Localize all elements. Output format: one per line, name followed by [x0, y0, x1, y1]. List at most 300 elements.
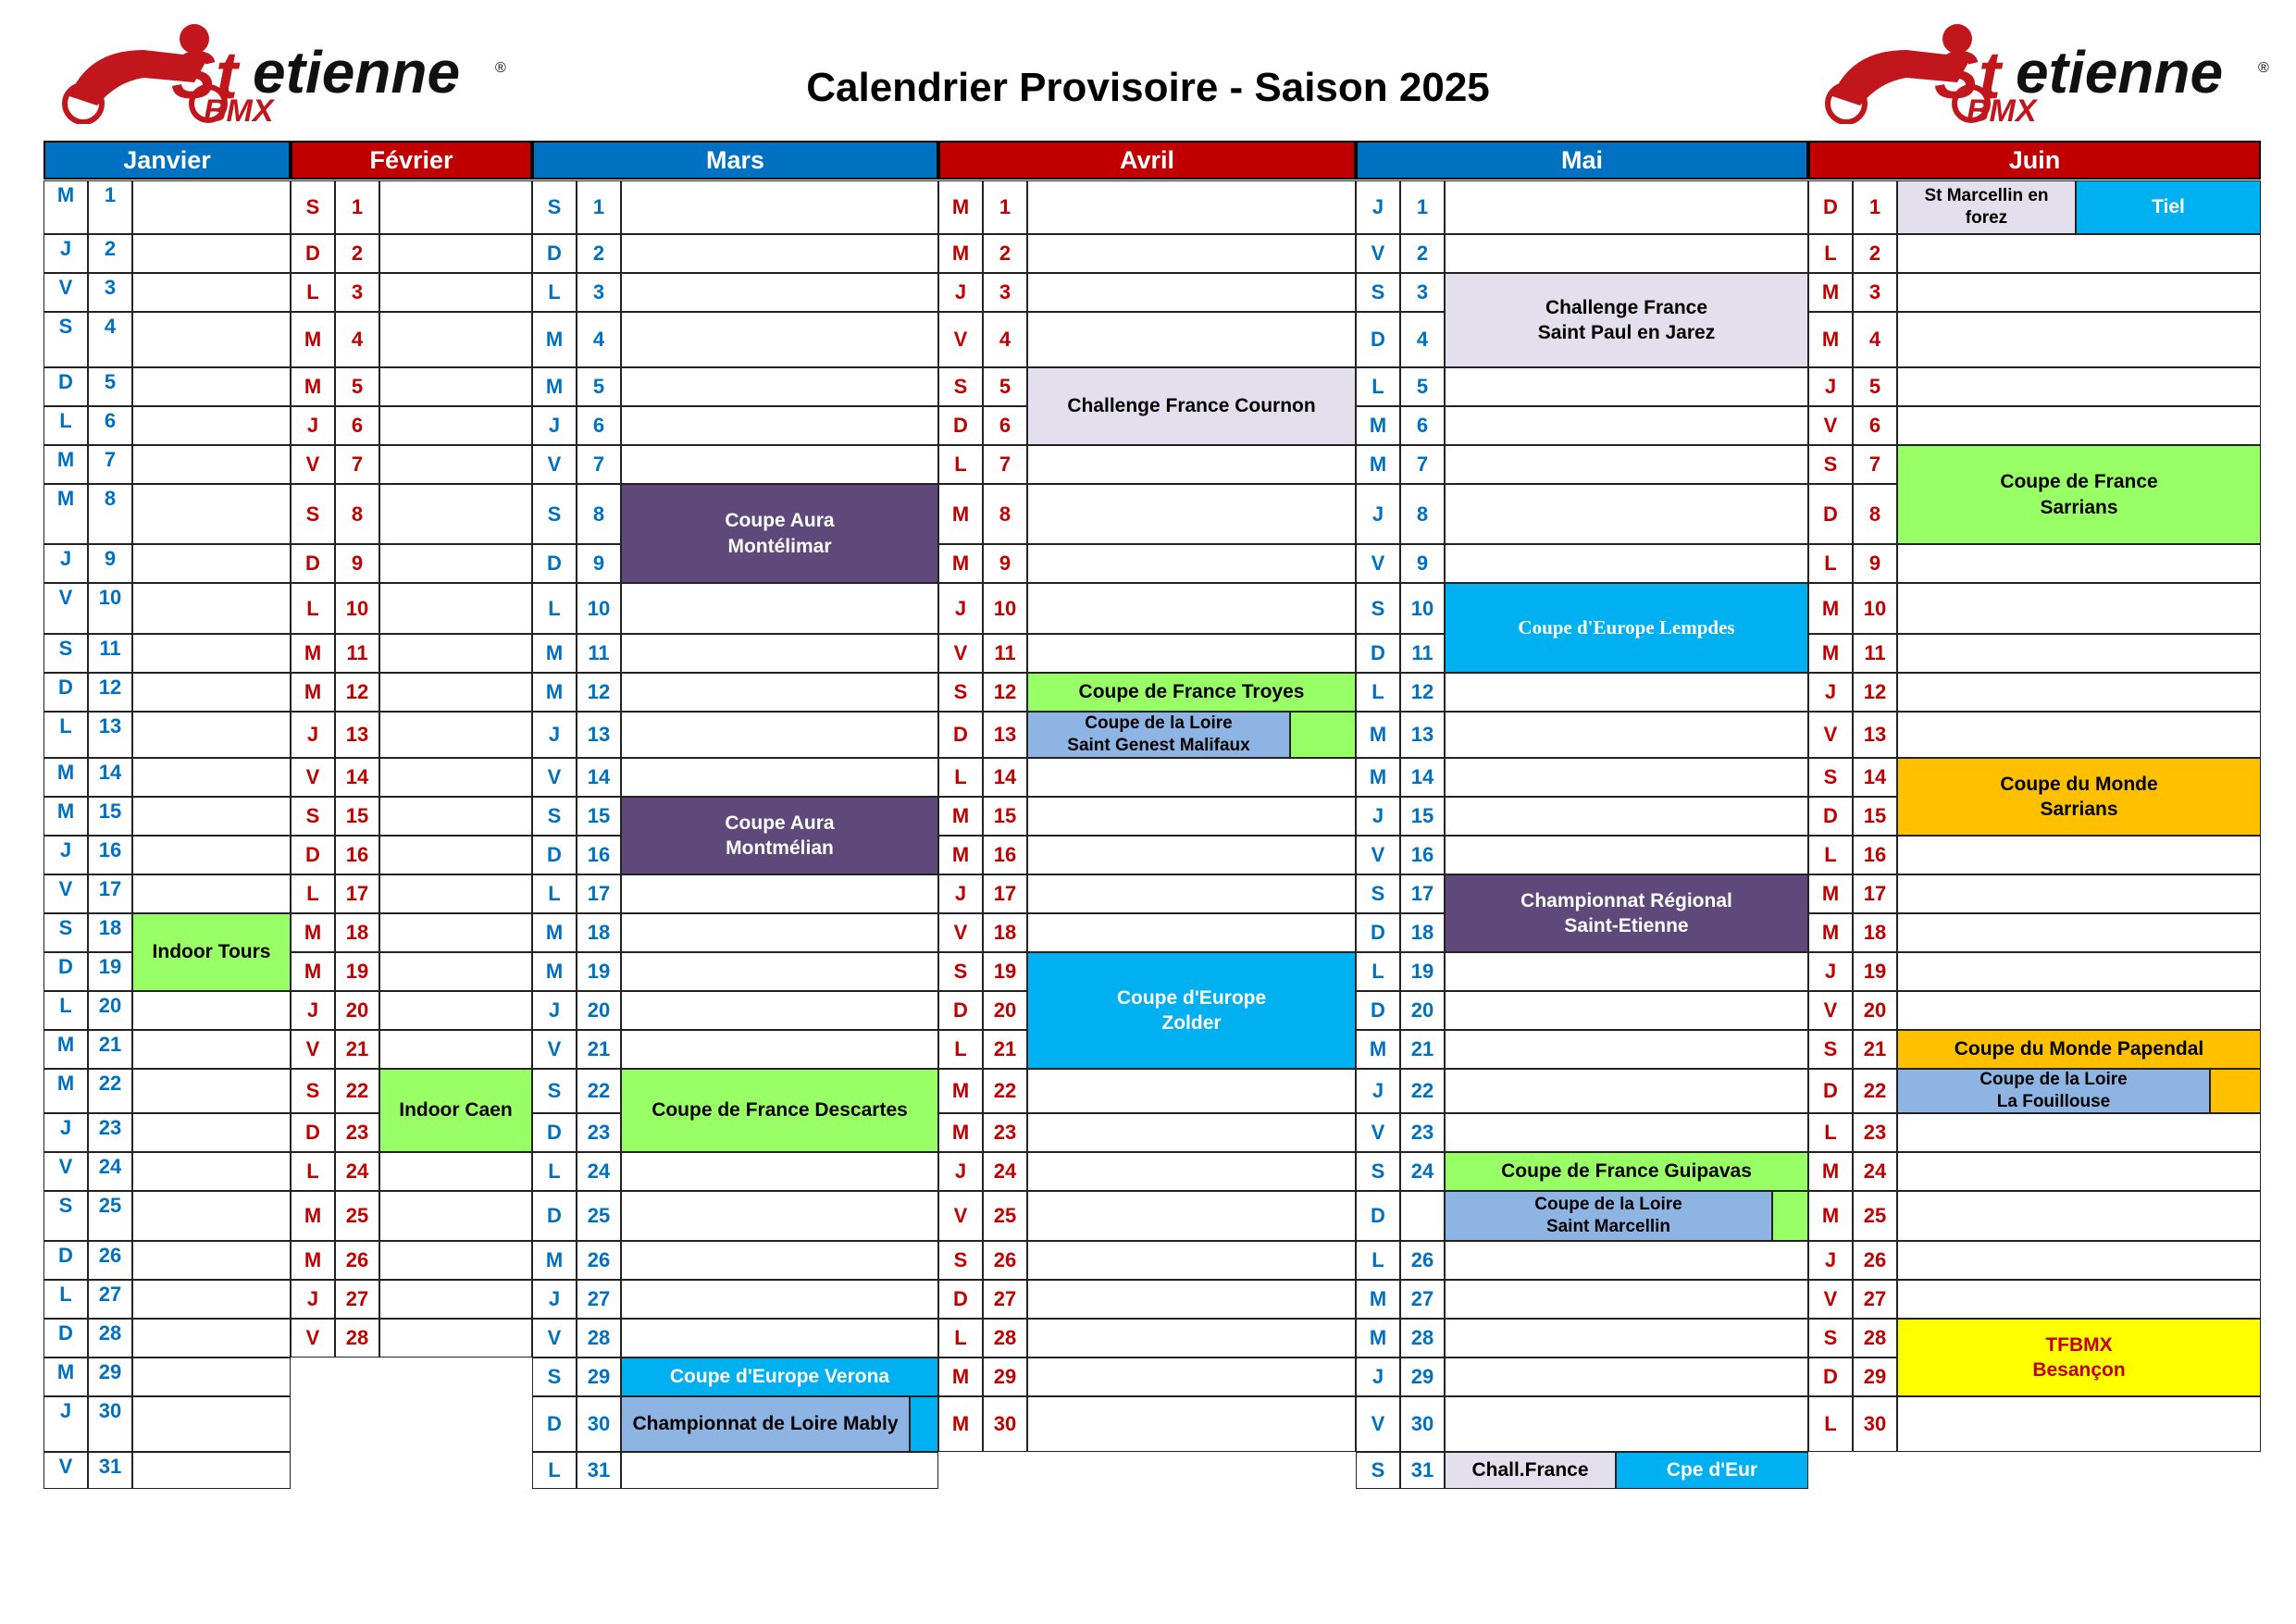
day-letter: M [532, 913, 577, 952]
day-event-cell[interactable] [132, 1030, 291, 1069]
day-number: 12 [983, 673, 1027, 712]
day-number: 10 [88, 583, 132, 634]
day-event-cell[interactable] [1445, 406, 1808, 445]
day-letter: V [43, 1452, 88, 1489]
day-number: 4 [335, 312, 379, 367]
event-block[interactable]: Coupe du Monde Papendal [1897, 1030, 2261, 1069]
day-event-cell[interactable] [1445, 952, 1808, 991]
event-block[interactable]: TFBMX Besançon [1897, 1319, 2261, 1396]
event-block[interactable]: Coupe d'Europe Verona [621, 1357, 938, 1396]
day-event-cell[interactable] [1897, 913, 2261, 952]
day-letter: L [938, 445, 983, 484]
day-letter: D [1356, 991, 1400, 1030]
day-number: 25 [1853, 1191, 1897, 1241]
day-letter: M [1356, 445, 1400, 484]
day-letter: L [43, 1280, 88, 1319]
day-letter: M [938, 1357, 983, 1396]
day-number: 8 [1400, 484, 1445, 544]
day-event-cell[interactable] [1027, 634, 1356, 673]
day-event-cell[interactable] [1027, 312, 1356, 367]
day-number: 24 [577, 1152, 621, 1191]
day-number: 3 [577, 273, 621, 312]
day-event-cell[interactable] [621, 673, 938, 712]
day-number: 4 [983, 312, 1027, 367]
day-event-cell[interactable] [132, 583, 291, 634]
day-number: 29 [983, 1357, 1027, 1396]
day-number: 10 [983, 583, 1027, 634]
day-event-cell[interactable] [379, 1241, 532, 1280]
event-block[interactable]: Chall.France [1445, 1452, 1616, 1489]
day-letter: S [938, 673, 983, 712]
day-number: 12 [335, 673, 379, 712]
day-number: 19 [1853, 952, 1897, 991]
day-number: 16 [1400, 836, 1445, 874]
day-number: 10 [1400, 583, 1445, 634]
day-number: 21 [577, 1030, 621, 1069]
day-event-cell[interactable] [379, 273, 532, 312]
day-letter: J [291, 406, 335, 445]
day-event-cell[interactable] [621, 312, 938, 367]
day-event-cell[interactable] [621, 634, 938, 673]
day-letter: M [291, 367, 335, 406]
event-block[interactable]: Coupe Aura Montmélian [621, 797, 938, 874]
day-event-cell[interactable] [379, 445, 532, 484]
day-event-cell[interactable] [379, 544, 532, 583]
day-letter: M [532, 367, 577, 406]
day-event-cell[interactable] [621, 583, 938, 634]
day-number: 2 [983, 234, 1027, 273]
day-event-cell[interactable] [132, 1241, 291, 1280]
day-event-cell[interactable] [132, 712, 291, 758]
day-number: 6 [1853, 406, 1897, 445]
day-number: 8 [983, 484, 1027, 544]
day-number: 7 [88, 445, 132, 484]
day-number: 2 [577, 234, 621, 273]
event-block[interactable]: Coupe de France Descartes [621, 1069, 938, 1152]
day-event-cell[interactable] [379, 836, 532, 874]
day-letter: M [43, 484, 88, 544]
day-number: 21 [983, 1030, 1027, 1069]
day-letter: V [938, 1191, 983, 1241]
day-event-cell[interactable] [1897, 406, 2261, 445]
day-event-cell[interactable] [132, 367, 291, 406]
day-event-cell[interactable] [1445, 1319, 1808, 1357]
day-event-cell[interactable] [1445, 1396, 1808, 1452]
event-block[interactable]: Indoor Tours [132, 913, 291, 991]
day-event-cell[interactable] [1445, 1030, 1808, 1069]
day-number: 18 [983, 913, 1027, 952]
event-block[interactable] [1290, 712, 1356, 758]
day-number: 23 [577, 1113, 621, 1152]
day-number: 20 [88, 991, 132, 1030]
day-event-cell[interactable] [132, 484, 291, 544]
day-event-cell[interactable] [621, 913, 938, 952]
day-event-cell[interactable] [1897, 1113, 2261, 1152]
day-letter: M [43, 1069, 88, 1113]
day-number: 25 [88, 1191, 132, 1241]
day-number: 14 [577, 758, 621, 797]
day-event-cell[interactable] [1897, 991, 2261, 1030]
day-letter: V [1808, 712, 1853, 758]
event-block[interactable]: Challenge France Cournon [1027, 367, 1356, 445]
day-event-cell[interactable] [1027, 1152, 1356, 1191]
event-block[interactable]: Cpe d'Eur [1616, 1452, 1808, 1489]
day-event-cell[interactable] [132, 1280, 291, 1319]
day-letter: S [291, 180, 335, 234]
day-letter: D [532, 836, 577, 874]
day-event-cell[interactable] [379, 234, 532, 273]
day-letter: M [938, 797, 983, 836]
day-letter: J [938, 874, 983, 913]
event-block[interactable]: Challenge France Saint Paul en Jarez [1445, 273, 1808, 367]
day-event-cell[interactable] [132, 1152, 291, 1191]
day-event-cell[interactable] [379, 1191, 532, 1241]
day-event-cell[interactable] [1027, 874, 1356, 913]
day-event-cell[interactable] [132, 312, 291, 367]
day-number: 3 [88, 273, 132, 312]
day-event-cell[interactable] [132, 836, 291, 874]
day-letter: D [532, 234, 577, 273]
day-event-cell[interactable] [1027, 484, 1356, 544]
day-event-cell[interactable] [379, 1319, 532, 1357]
event-block[interactable]: Coupe du Monde Sarrians [1897, 758, 2261, 836]
day-letter: L [1808, 836, 1853, 874]
day-event-cell[interactable] [379, 758, 532, 797]
day-letter: S [291, 484, 335, 544]
day-event-cell[interactable] [621, 1241, 938, 1280]
day-event-cell[interactable] [1897, 367, 2261, 406]
day-letter: M [1356, 406, 1400, 445]
day-event-cell[interactable] [1897, 712, 2261, 758]
month-header-avril: Avril [938, 141, 1356, 180]
day-letter: S [1356, 874, 1400, 913]
day-event-cell[interactable] [621, 991, 938, 1030]
day-number: 30 [983, 1396, 1027, 1452]
day-number: 23 [983, 1113, 1027, 1152]
day-letter: L [43, 991, 88, 1030]
day-event-cell[interactable] [379, 1152, 532, 1191]
day-number: 15 [1853, 797, 1897, 836]
day-event-cell[interactable] [1897, 583, 2261, 634]
day-event-cell[interactable] [379, 1030, 532, 1069]
day-event-cell[interactable] [379, 583, 532, 634]
day-event-cell[interactable] [379, 1280, 532, 1319]
day-event-cell[interactable] [132, 1319, 291, 1357]
day-event-cell[interactable] [132, 1069, 291, 1113]
day-event-cell[interactable] [1897, 1396, 2261, 1452]
day-event-cell[interactable] [1445, 234, 1808, 273]
day-event-cell[interactable] [1445, 991, 1808, 1030]
day-event-cell[interactable] [621, 273, 938, 312]
day-number: 23 [1400, 1113, 1445, 1152]
event-block[interactable]: Coupe de la Loire Saint Genest Malifaux [1027, 712, 1290, 758]
day-event-cell[interactable] [132, 234, 291, 273]
day-event-cell[interactable] [1027, 1357, 1356, 1396]
day-letter: D [43, 1319, 88, 1357]
day-event-cell[interactable] [132, 1191, 291, 1241]
day-event-cell[interactable] [1445, 180, 1808, 234]
day-event-cell[interactable] [379, 797, 532, 836]
day-number: 28 [577, 1319, 621, 1357]
day-event-cell[interactable] [379, 991, 532, 1030]
day-event-cell[interactable] [132, 180, 291, 234]
day-event-cell[interactable] [621, 712, 938, 758]
day-event-cell[interactable] [132, 673, 291, 712]
day-event-cell[interactable] [1897, 544, 2261, 583]
day-event-cell[interactable] [1897, 874, 2261, 913]
event-block[interactable]: Coupe de la Loire Saint Marcellin [1445, 1191, 1772, 1241]
day-number: 8 [577, 484, 621, 544]
day-event-cell[interactable] [379, 406, 532, 445]
day-event-cell[interactable] [132, 991, 291, 1030]
day-event-cell[interactable] [621, 445, 938, 484]
day-number: 7 [1853, 445, 1897, 484]
day-event-cell[interactable] [621, 758, 938, 797]
day-event-cell[interactable] [621, 234, 938, 273]
day-event-cell[interactable] [1027, 836, 1356, 874]
event-block[interactable]: Coupe de France Sarrians [1897, 445, 2261, 544]
day-event-cell[interactable] [1027, 1396, 1356, 1452]
day-number: 15 [983, 797, 1027, 836]
day-letter: D [1356, 634, 1400, 673]
day-event-cell[interactable] [1897, 952, 2261, 991]
day-letter: V [938, 913, 983, 952]
day-event-cell[interactable] [621, 406, 938, 445]
event-block[interactable]: Coupe d'Europe Zolder [1027, 952, 1356, 1069]
day-event-cell[interactable] [1027, 583, 1356, 634]
day-letter: D [43, 673, 88, 712]
day-event-cell[interactable] [379, 367, 532, 406]
day-number: 11 [335, 634, 379, 673]
day-event-cell[interactable] [1445, 836, 1808, 874]
event-block[interactable]: Coupe de France Troyes [1027, 673, 1356, 712]
day-event-cell[interactable] [1897, 312, 2261, 367]
day-event-cell[interactable] [1897, 1280, 2261, 1319]
day-number: 21 [1853, 1030, 1897, 1069]
day-letter: D [1808, 484, 1853, 544]
event-block[interactable]: Coupe Aura Montélimar [621, 484, 938, 583]
day-event-cell[interactable] [621, 1452, 938, 1489]
day-event-cell[interactable] [1445, 712, 1808, 758]
day-letter: J [1808, 952, 1853, 991]
day-letter: V [1356, 1113, 1400, 1152]
day-letter: J [43, 1396, 88, 1452]
day-number: 9 [1853, 544, 1897, 583]
day-event-cell[interactable] [132, 1452, 291, 1489]
day-letter: D [532, 1396, 577, 1452]
day-number: 12 [1853, 673, 1897, 712]
day-event-cell[interactable] [621, 180, 938, 234]
day-number: 28 [1853, 1319, 1897, 1357]
day-letter: M [1808, 312, 1853, 367]
day-letter: V [291, 1030, 335, 1069]
day-event-cell[interactable] [379, 913, 532, 952]
day-event-cell[interactable] [1445, 758, 1808, 797]
day-event-cell[interactable] [1027, 1280, 1356, 1319]
day-letter: S [1356, 1452, 1400, 1489]
day-event-cell[interactable] [621, 952, 938, 991]
day-event-cell[interactable] [1897, 673, 2261, 712]
event-block[interactable]: St Marcellin en forez [1897, 180, 2076, 234]
day-event-cell[interactable] [1027, 180, 1356, 234]
day-event-cell[interactable] [132, 874, 291, 913]
day-event-cell[interactable] [1027, 758, 1356, 797]
day-event-cell[interactable] [621, 1280, 938, 1319]
day-number: 9 [577, 544, 621, 583]
day-event-cell[interactable] [1027, 544, 1356, 583]
day-number: 9 [335, 544, 379, 583]
day-number: 5 [1400, 367, 1445, 406]
day-event-cell[interactable] [132, 1396, 291, 1452]
day-event-cell[interactable] [621, 1191, 938, 1241]
day-event-cell[interactable] [1897, 273, 2261, 312]
day-event-cell[interactable] [1027, 445, 1356, 484]
day-number: 19 [88, 952, 132, 991]
day-event-cell[interactable] [379, 673, 532, 712]
day-letter: M [291, 1241, 335, 1280]
day-event-cell[interactable] [1897, 1191, 2261, 1241]
day-letter: V [43, 273, 88, 312]
day-event-cell[interactable] [132, 758, 291, 797]
day-letter: S [1808, 1030, 1853, 1069]
day-number: 22 [1853, 1069, 1897, 1113]
day-number: 9 [88, 544, 132, 583]
day-number: 27 [983, 1280, 1027, 1319]
day-event-cell[interactable] [1027, 234, 1356, 273]
day-event-cell[interactable] [1897, 836, 2261, 874]
day-event-cell[interactable] [379, 312, 532, 367]
day-event-cell[interactable] [1027, 273, 1356, 312]
day-event-cell[interactable] [132, 273, 291, 312]
day-number: 18 [577, 913, 621, 952]
day-number: 22 [577, 1069, 621, 1113]
day-event-cell[interactable] [1027, 913, 1356, 952]
day-event-cell[interactable] [1027, 797, 1356, 836]
day-number: 25 [983, 1191, 1027, 1241]
day-event-cell[interactable] [1027, 1113, 1356, 1152]
day-letter: M [1808, 913, 1853, 952]
event-block[interactable]: Tiel [2076, 180, 2261, 234]
day-event-cell[interactable] [132, 544, 291, 583]
day-letter: L [43, 406, 88, 445]
event-block[interactable]: Championnat Régional Saint-Etienne [1445, 874, 1808, 952]
day-letter: J [43, 1113, 88, 1152]
day-event-cell[interactable] [621, 1030, 938, 1069]
day-event-cell[interactable] [132, 1113, 291, 1152]
event-block[interactable] [1772, 1191, 1808, 1241]
day-event-cell[interactable] [621, 874, 938, 913]
day-letter: S [532, 180, 577, 234]
day-event-cell[interactable] [1897, 1152, 2261, 1191]
day-number: 3 [983, 273, 1027, 312]
day-event-cell[interactable] [1027, 1319, 1356, 1357]
day-event-cell[interactable] [1445, 544, 1808, 583]
day-number: 24 [1853, 1152, 1897, 1191]
day-event-cell[interactable] [1445, 1069, 1808, 1113]
day-number: 7 [577, 445, 621, 484]
day-event-cell[interactable] [132, 1357, 291, 1396]
day-number: 25 [335, 1191, 379, 1241]
day-letter: S [1808, 1319, 1853, 1357]
event-block[interactable]: Championnat de Loire Mably [621, 1396, 910, 1452]
day-letter: L [291, 1152, 335, 1191]
day-event-cell[interactable] [379, 634, 532, 673]
day-event-cell[interactable] [132, 445, 291, 484]
day-event-cell[interactable] [1445, 1357, 1808, 1396]
day-event-cell[interactable] [621, 367, 938, 406]
day-event-cell[interactable] [379, 180, 532, 234]
day-letter: V [291, 758, 335, 797]
day-event-cell[interactable] [1027, 1241, 1356, 1280]
event-block[interactable]: Indoor Caen [379, 1069, 532, 1152]
day-letter: M [532, 952, 577, 991]
day-number: 3 [1853, 273, 1897, 312]
day-letter: J [1808, 1241, 1853, 1280]
day-event-cell[interactable] [379, 484, 532, 544]
day-letter: J [1356, 1069, 1400, 1113]
day-letter: J [1356, 484, 1400, 544]
day-event-cell[interactable] [1445, 1241, 1808, 1280]
day-letter: D [1808, 1069, 1853, 1113]
day-letter: J [532, 712, 577, 758]
event-block[interactable]: Coupe de la Loire La Fouillouse [1897, 1069, 2210, 1113]
day-letter: J [938, 1152, 983, 1191]
day-event-cell[interactable] [1445, 1280, 1808, 1319]
day-event-cell[interactable] [379, 952, 532, 991]
day-number: 6 [335, 406, 379, 445]
day-number: 2 [88, 234, 132, 273]
day-number: 14 [88, 758, 132, 797]
day-letter: J [532, 991, 577, 1030]
day-event-cell[interactable] [1897, 234, 2261, 273]
day-event-cell[interactable] [1445, 797, 1808, 836]
day-event-cell[interactable] [132, 797, 291, 836]
day-event-cell[interactable] [132, 634, 291, 673]
day-number: 27 [1400, 1280, 1445, 1319]
day-letter: L [532, 1452, 577, 1489]
day-letter: D [938, 406, 983, 445]
day-event-cell[interactable] [1445, 484, 1808, 544]
event-block[interactable] [910, 1396, 938, 1452]
day-event-cell[interactable] [1027, 1191, 1356, 1241]
day-number: 28 [88, 1319, 132, 1357]
day-event-cell[interactable] [1897, 1241, 2261, 1280]
day-event-cell[interactable] [1445, 673, 1808, 712]
day-event-cell[interactable] [132, 406, 291, 445]
day-number: 7 [1400, 445, 1445, 484]
day-event-cell[interactable] [1445, 445, 1808, 484]
event-block[interactable]: Coupe de France Guipavas [1445, 1152, 1808, 1191]
day-number: 1 [1400, 180, 1445, 234]
day-event-cell[interactable] [621, 1152, 938, 1191]
day-number: 17 [983, 874, 1027, 913]
day-event-cell[interactable] [621, 1319, 938, 1357]
day-event-cell[interactable] [379, 874, 532, 913]
day-letter: V [1356, 836, 1400, 874]
event-block[interactable] [2210, 1069, 2261, 1113]
day-event-cell[interactable] [1445, 1113, 1808, 1152]
day-event-cell[interactable] [1445, 367, 1808, 406]
day-letter: D [1356, 312, 1400, 367]
day-event-cell[interactable] [1897, 634, 2261, 673]
day-letter: D [1356, 1191, 1400, 1241]
day-number: 8 [1853, 484, 1897, 544]
day-event-cell[interactable] [379, 712, 532, 758]
day-event-cell[interactable] [1027, 1069, 1356, 1113]
event-block[interactable]: Coupe d'Europe Lempdes [1445, 583, 1808, 673]
day-number: 18 [1400, 913, 1445, 952]
day-number: 4 [88, 312, 132, 367]
